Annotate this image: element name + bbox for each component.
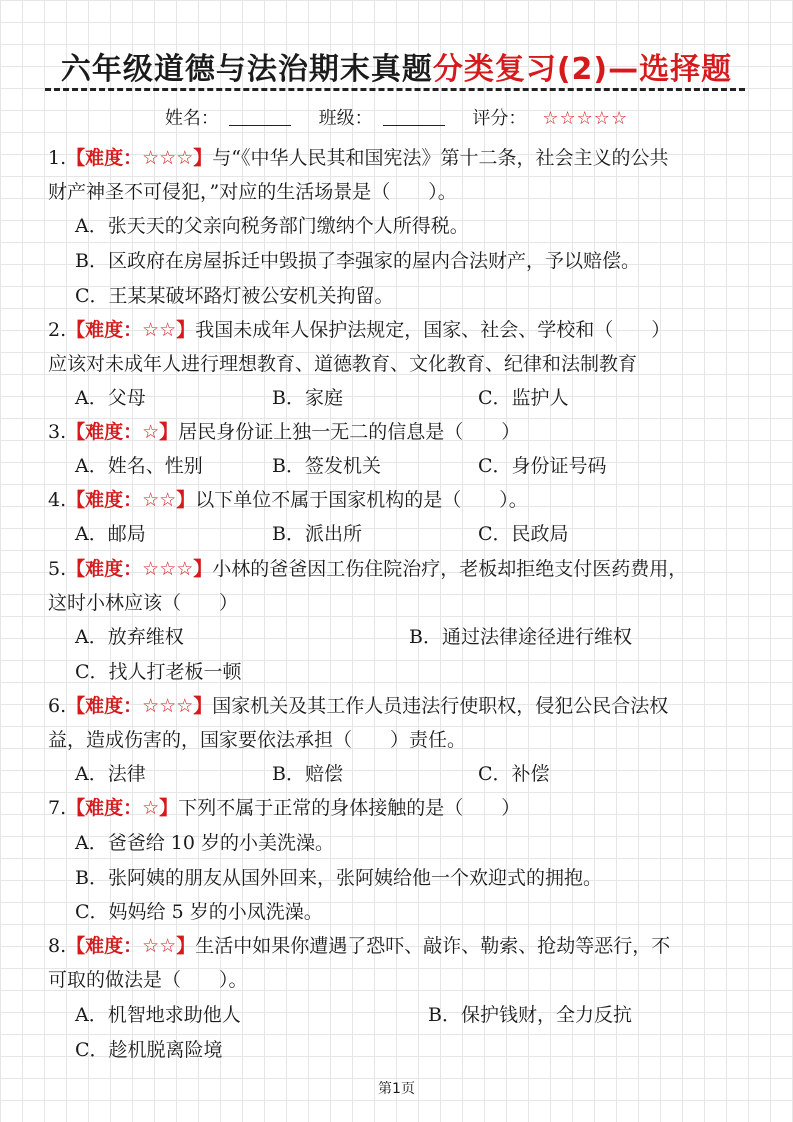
question-8-line-2: 可取的做法是（ ）。	[48, 969, 248, 991]
question-3-line-1: 3.【难度：☆】居民身份证上独一无二的信息是（ ）	[48, 421, 521, 443]
q3-option-c: C．身份证号码	[478, 455, 607, 477]
q7-option-c: C．妈妈给 5 岁的小凤洗澡。	[75, 901, 323, 923]
difficulty-tag: 【难度：☆☆☆】	[66, 558, 213, 580]
question-5-line-1: 5.【难度：☆☆☆】小林的爸爸因工伤住院治疗，老板却拒绝支付医药费用，	[48, 558, 688, 580]
question-2-line-1: 2.【难度：☆☆】我国未成年人保护法规定，国家、社会、学校和（ ）	[48, 319, 671, 341]
difficulty-tag: 【难度：☆】	[66, 421, 179, 443]
q2-option-b: B．家庭	[272, 387, 343, 409]
question-2-line-2: 应该对未成年人进行理想教育、道德教育、文化教育、纪律和法制教育	[48, 353, 638, 375]
q6-option-c: C．补偿	[478, 763, 550, 785]
class-label: 班级：	[318, 108, 373, 129]
q6-option-b: B．赔偿	[272, 763, 343, 785]
q5-option-c: C．找人打老板一顿	[75, 661, 242, 683]
score-stars: ☆☆☆☆☆	[542, 108, 629, 129]
q3-option-b: B．签发机关	[272, 455, 381, 477]
title-divider	[45, 88, 745, 91]
name-label: 姓名：	[164, 108, 219, 129]
difficulty-tag: 【难度：☆】	[66, 797, 179, 819]
q6-option-a: A．法律	[75, 763, 146, 785]
q3-option-a: A．姓名、性别	[75, 455, 203, 477]
name-blank	[229, 109, 291, 126]
q2-option-a: A．父母	[75, 387, 146, 409]
page-number: 第1页	[378, 1081, 415, 1097]
q7-option-a: A．爸爸给 10 岁的小美洗澡。	[75, 832, 334, 854]
difficulty-tag: 【难度：☆☆】	[66, 319, 196, 341]
question-6-line-1: 6.【难度：☆☆☆】国家机关及其工作人员违法行使职权，侵犯公民合法权	[48, 695, 669, 717]
question-5-line-2: 这时小林应该（ ）	[48, 592, 239, 614]
difficulty-tag: 【难度：☆☆】	[66, 935, 196, 957]
q5-option-b: B．通过法律途径进行维权	[409, 626, 632, 648]
q1-option-c: C．王某某破坏路灯被公安机关拘留。	[75, 285, 394, 307]
title-sub: 分类复习(2)—选择题	[432, 52, 733, 87]
q4-option-c: C．民政局	[478, 523, 569, 545]
question-8-line-1: 8.【难度：☆☆】生活中如果你遭遇了恐吓、敲诈、勒索、抢劫等恶行，不	[48, 935, 671, 957]
q8-option-b: B．保护钱财，全力反抗	[428, 1004, 632, 1026]
question-7-line-1: 7.【难度：☆】下列不属于正常的身体接触的是（ ）	[48, 797, 521, 819]
question-1-line-2: 财产神圣不可侵犯，”对应的生活场景是（ ）。	[48, 181, 457, 203]
q7-option-b: B．张阿姨的朋友从国外回来，张阿姨给他一个欢迎式的拥抱。	[75, 867, 602, 889]
question-4-line-1: 4.【难度：☆☆】以下单位不属于国家机构的是（ ）。	[48, 489, 528, 511]
student-info	[0, 104, 793, 130]
q1-option-a: A．张天天的父亲向税务部门缴纳个人所得税。	[75, 215, 469, 237]
class-blank	[383, 109, 445, 126]
q4-option-a: A．邮局	[75, 523, 146, 545]
question-6-line-2: 益，造成伤害的，国家要依法承担（ ）责任。	[48, 729, 467, 751]
q2-option-c: C．监护人	[478, 387, 569, 409]
q8-option-c: C．趁机脱离险境	[75, 1039, 223, 1061]
q8-option-a: A．机智地求助他人	[75, 1004, 241, 1026]
difficulty-tag: 【难度：☆☆☆】	[66, 147, 213, 169]
q5-option-a: A．放弃维权	[75, 626, 184, 648]
difficulty-tag: 【难度：☆☆】	[66, 489, 196, 511]
page-title	[0, 44, 793, 88]
title-main: 六年级道德与法治期末真题	[60, 52, 433, 87]
q1-option-b: B．区政府在房屋拆迁中毁损了李强家的屋内合法财产，予以赔偿。	[75, 250, 640, 272]
question-1-line-1: 1.【难度：☆☆☆】与“《中华人民其和国宪法》第十二条，社会主义的公共	[48, 147, 669, 169]
difficulty-tag: 【难度：☆☆☆】	[66, 695, 213, 717]
score-label: 评分：	[472, 108, 527, 129]
q4-option-b: B．派出所	[272, 523, 362, 545]
